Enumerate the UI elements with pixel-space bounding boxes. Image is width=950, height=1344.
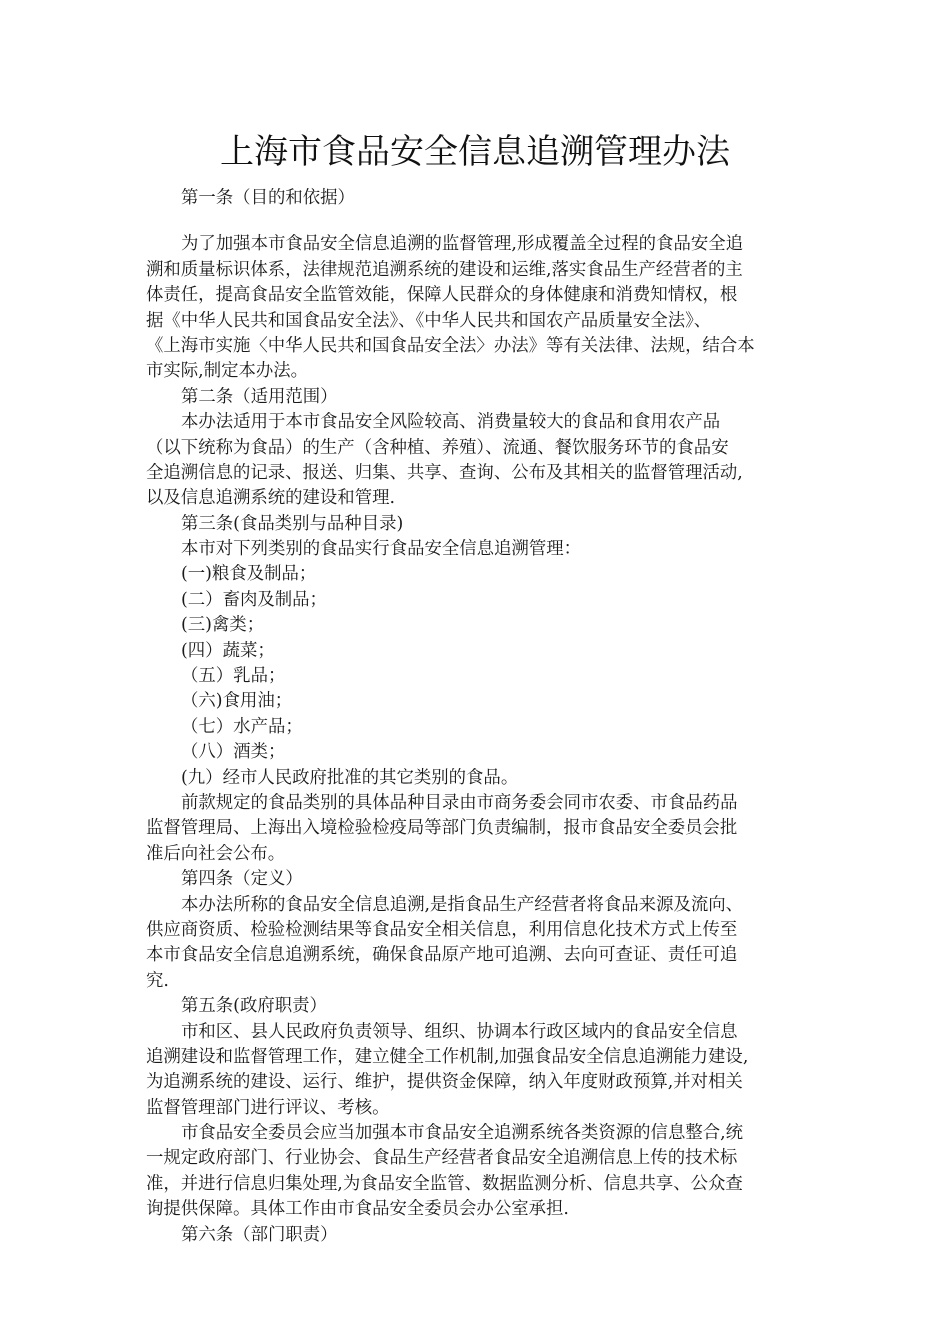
text-line: (二）畜肉及制品；: [181, 589, 327, 610]
text-line: 为追溯系统的建设、运行、维护，提供资金保障，纳入年度财政预算,并对相关: [146, 1072, 743, 1093]
document-title: 上海市食品安全信息追溯管理办法: [220, 132, 730, 172]
text-line: 一规定政府部门、行业协会、食品生产经营者食品安全追溯信息上传的技术标: [146, 1148, 738, 1169]
text-line: （六)食用油；: [181, 691, 293, 712]
text-line: 第六条（部门职责）: [181, 1224, 338, 1245]
text-line: 前款规定的食品类别的具体品种目录由市商务委会同市农委、市食品药品: [181, 792, 738, 813]
text-line: 市和区、县人民政府负责领导、组织、协调本行政区域内的食品安全信息: [181, 1021, 738, 1042]
text-line: 第三条(食品类别与品种目录): [181, 513, 404, 534]
text-line: (九）经市人民政府批准的其它类别的食品。: [181, 767, 519, 788]
text-line: 监督管理部门进行评议、考核。: [146, 1097, 390, 1118]
text-line: 以及信息追溯系统的建设和管理.: [146, 488, 395, 509]
text-line: 本办法适用于本市食品安全风险较高、消费量较大的食品和食用农产品: [181, 412, 721, 433]
text-line: 本办法所称的食品安全信息追溯,是指食品生产经营者将食品来源及流向、: [181, 894, 744, 915]
text-line: 供应商资质、检验检测结果等食品安全相关信息，利用信息化技术方式上传至: [146, 919, 738, 940]
text-line: 第二条（适用范围）: [181, 386, 338, 407]
text-line: 追溯建设和监督管理工作，建立健全工作机制,加强食品安全信息追溯能力建设,: [146, 1046, 749, 1067]
text-line: (三)禽类；: [181, 615, 265, 636]
text-line: 本市食品安全信息追溯系统，确保食品原产地可追溯、去向可查证、责任可追: [146, 945, 738, 966]
text-line: 《上海市实施〈中华人民共和国食品安全法〉办法》等有关法律、法规，结合本: [146, 335, 755, 356]
text-line: 准后向社会公布。: [146, 843, 286, 864]
text-line: 第四条（定义）: [181, 869, 303, 890]
text-line: 全追溯信息的记录、报送、归集、共享、查询、公布及其相关的监督管理活动,: [146, 462, 743, 483]
document-body: [146, 186, 806, 1248]
text-line: 市实际,制定本办法。: [146, 361, 309, 382]
text-line: 本市对下列类别的食品实行食品安全信息追溯管理：: [181, 539, 581, 560]
text-line: 询提供保障。具体工作由市食品安全委员会办公室承担.: [146, 1199, 569, 1220]
text-line: 第五条(政府职责）: [181, 996, 327, 1017]
text-line: （八）酒类；: [181, 742, 286, 763]
text-line: 准，并进行信息归集处理,为食品安全监管、数据监测分析、信息共享、公众查: [146, 1173, 743, 1194]
text-line: 究.: [146, 970, 169, 991]
text-line: （七）水产品；: [181, 716, 303, 737]
text-line: 第一条（目的和依据）: [181, 188, 355, 208]
text-line: 据《中华人民共和国食品安全法》、《中华人民共和国农产品质量安全法》、: [146, 310, 712, 331]
text-line: (一)粮食及制品；: [181, 564, 317, 585]
text-line: 体责任，提高食品安全监管效能，保障人民群众的身体健康和消费知情权，根: [146, 285, 738, 306]
text-line: (四）蔬菜；: [181, 640, 275, 661]
text-line: 溯和质量标识体系，法律规范追溯系统的建设和运维,落实食品生产经营者的主: [146, 259, 743, 280]
text-line: 为了加强本市食品安全信息追溯的监督管理,形成覆盖全过程的食品安全追: [181, 234, 744, 255]
text-line: （五）乳品；: [181, 666, 286, 687]
paragraph-gap: [146, 211, 806, 232]
text-line: （以下统称为食品）的生产（含种植、养殖）、流通、餐饮服务环节的食品安: [146, 437, 729, 458]
text-line: 市食品安全委员会应当加强本市食品安全追溯系统各类资源的信息整合,统: [181, 1123, 744, 1144]
text-line: 监督管理局、上海出入境检验检疫局等部门负责编制，报市食品安全委员会批: [146, 818, 738, 839]
